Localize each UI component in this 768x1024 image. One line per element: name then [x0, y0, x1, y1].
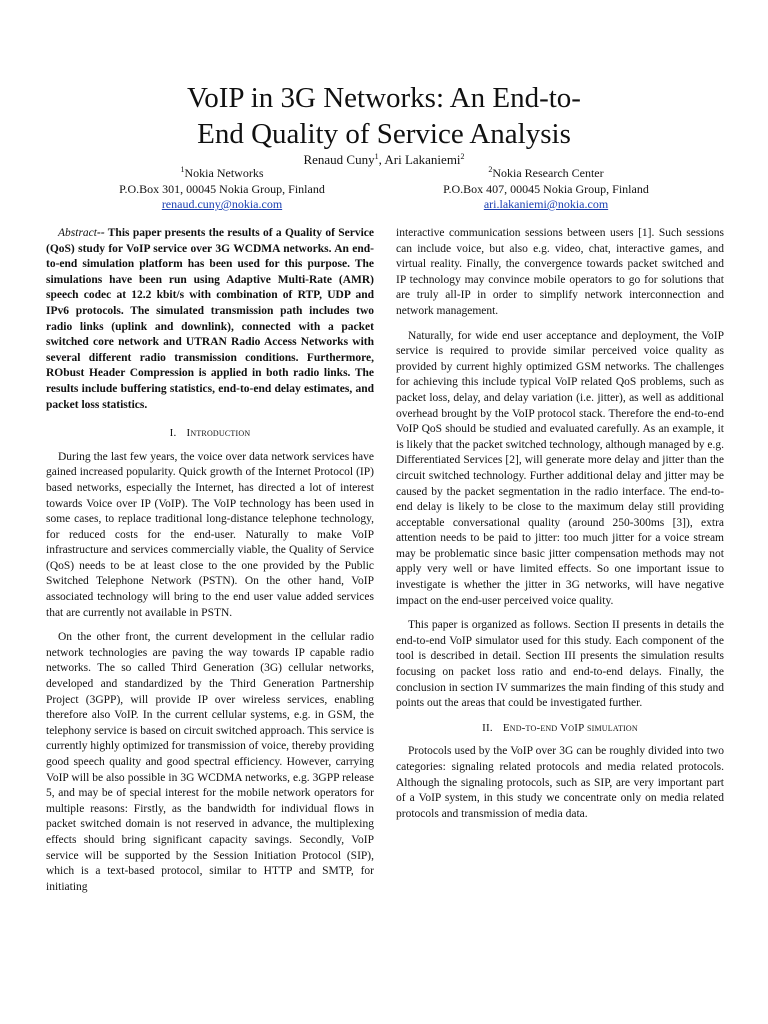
section-heading-simulation: II. End-to-end VoIP simulation — [482, 721, 638, 734]
affiliation-mark: 1 — [180, 165, 185, 174]
affiliation-address: P.O.Box 301, 00045 Nokia Group, Finland — [119, 181, 325, 196]
email-link[interactable]: ari.lakaniemi@nokia.com — [483, 197, 609, 211]
paragraph: interactive communication sessions between users [1]. Such sessions can include voice, but also e.g. video, chat, interactive games, and virtual reality. Finally, the convergence towards packet switched and IP technology may convince mobile operators to go for solutions that are truly all-IP in order to simplify network interconnection and network management. — [396, 227, 724, 317]
affiliation-address: P.O.Box 407, 00045 Nokia Group, Finland — [443, 181, 649, 196]
paragraph: Protocols used by the VoIP over 3G can be roughly divided into two categories: signaling related protocols and media related protocols. Although the signaling protocols, such as SIP, are very important part of a VoIP system, in this study we concentrate only on media related protocols and transmission of media data. — [396, 745, 724, 820]
affiliation-org: $^1$Nokia Networks — [180, 165, 264, 180]
affiliation-1 — [72, 166, 372, 213]
paragraph: On the other front, the current development in the cellular radio network technologies are paving the way towards IP capable radio networks. The so called Third Generation (3G) cellular networks, developed and standardized by the Third Generation Partnership Project (3GPP), will provide IP over wireless services, enabling therefore also VoIP. In the current cellular systems, e.g. in GSM, the telephony service is based on circuit switched approach. This service is currently highly optimized for transmission of voice, thereby providing good speech quality and good spectral efficiency. However, carrying VoIP will be also possible in 3G WCDMA networks, e.g. 3GPP release 5, and may be of special interest for the mobile network operators for multiple reasons: Firstly, as the bandwidth for individual flows in packet switched domain is not reserved in advance, the multiplexing effects should bring significant capacity savings. Secondly, VoIP service will be supported by the Session Initiation Protocol (SIP), which is a text-based protocol, similar to HTTP and SMTP, for initiating — [46, 631, 374, 893]
paragraph: During the last few years, the voice over data network services have gained increased popularity. Quick growth of the Internet Protocol (IP) based networks, especially the Internet, has directed a lot of interest towards Voice over IP (VoIP). The VoIP technology has been used in some cases, to replace traditional long-distance telephone technology, for reduced costs for the end-user. Naturally to make VoIP infrastructure and services commercially viable, the Quality of Service (QoS) needs to be at least close to the one provided by the Public Switched Telephone Network (PSTN). On the other hand, VoIP associated technology will bring to the end user value added services that are currently not available in PSTN. — [46, 450, 374, 619]
left-column — [46, 226, 374, 904]
email-link[interactable]: renaud.cuny@nokia.com — [161, 197, 283, 211]
abstract-text: This paper presents the results of a Quality of Service (QoS) study for VoIP service over 3G WCDMA networks. An end-to-end simulation platform has been used for this purpose. The simulations have been run using Adaptive Multi-Rate (AMR) speech codec at 12.2 kbit/s with combination of RTP, UDP and IPv6 protocols. The simulated transmission path includes two radio links (uplink and downlink), connected with a packet switched core network and UTRAN Radio Access Networks with several different radio transmission conditions. Furthermore, RObust Header Compression is applied in both radio links. The results include buffering statistics, end-to-end delay estimates, and packet loss statistics. — [46, 227, 374, 411]
section-heading-introduction: I. Introduction — [169, 427, 251, 440]
right-column — [396, 226, 724, 831]
author-1-affil-mark: 1 — [374, 152, 379, 161]
title-line-1: VoIP in 3G Networks: An End-to- — [187, 82, 581, 114]
abstract-label: Abstract — [58, 227, 97, 239]
author-2-affil-mark: 2 — [460, 152, 465, 161]
affiliation-2 — [396, 166, 696, 213]
author-separator: , — [378, 152, 385, 167]
abstract: Abstract-- This paper presents the results of a Quality of Service (QoS) study for VoIP service over 3G WCDMA networks. An end-to-end simulation platform has been used for this purpose. The simulations have been run using Adaptive Multi-Rate (AMR) speech codec at 12.2 kbit/s with combination of RTP, UDP and IPv6 protocols. The simulated transmission path includes two radio links (uplink and downlink), connected with a packet switched core network and UTRAN Radio Access Networks with several different radio transmission conditions. Furthermore, RObust Header Compression is applied in both radio links. The results include buffering statistics, end-to-end delay estimates, and packet loss statistics. — [46, 227, 374, 411]
title-line-2: End Quality of Service Analysis — [197, 118, 571, 150]
author-2: Ari Lakaniemi — [384, 152, 461, 167]
affiliation-org: $^2$Nokia Research Center — [488, 165, 604, 180]
affiliation-mark: 2 — [488, 165, 493, 174]
paper-title — [0, 80, 768, 152]
paragraph: This paper is organized as follows. Section II presents in details the end-to-end VoIP simulator used for this study. Each component of the tool is described in detail. Section III presents the simulation results focusing on packet loss ratio and end-to-end delays. Finally, the conclusion in section IV summarizes the main finding of this study and points out the areas that could be investigated further. — [396, 619, 724, 710]
paragraph: Naturally, for wide end user acceptance and deployment, the VoIP service is required to provide similar perceived voice quality as provided by current highly optimized GSM networks. The challenges for achieving this include typical VoIP related QoS problems, such as packet loss, delay, and delay variation (i.e. jitter), as well as additional overhead brought by the VoIP protocol stack. Therefore the end-to-end VoIP QoS should be studied and evaluated carefully. As an example, it is likely that the packet switched technology, although managed by e.g. Differentiated Services [2], will generate more delay and jitter than the circuit switched technology. Further additional delay and jitter may be caused by the packet segmentation in the radio interface. The end-to-end delay is likely to be close to the maximum delay still providing acceptable conversational quality (around 250-300ms [3]), extra attention needs to be paid to jitter: too much jitter for a voice stream may be problematic since basic jitter compensation methods may not apply very well or have limited effects. So one important issue to investigate is whether the jitter in 3G networks, will have negative impact on the end-user perceived voice quality. — [396, 329, 724, 607]
author-1: Renaud Cuny — [303, 152, 375, 167]
